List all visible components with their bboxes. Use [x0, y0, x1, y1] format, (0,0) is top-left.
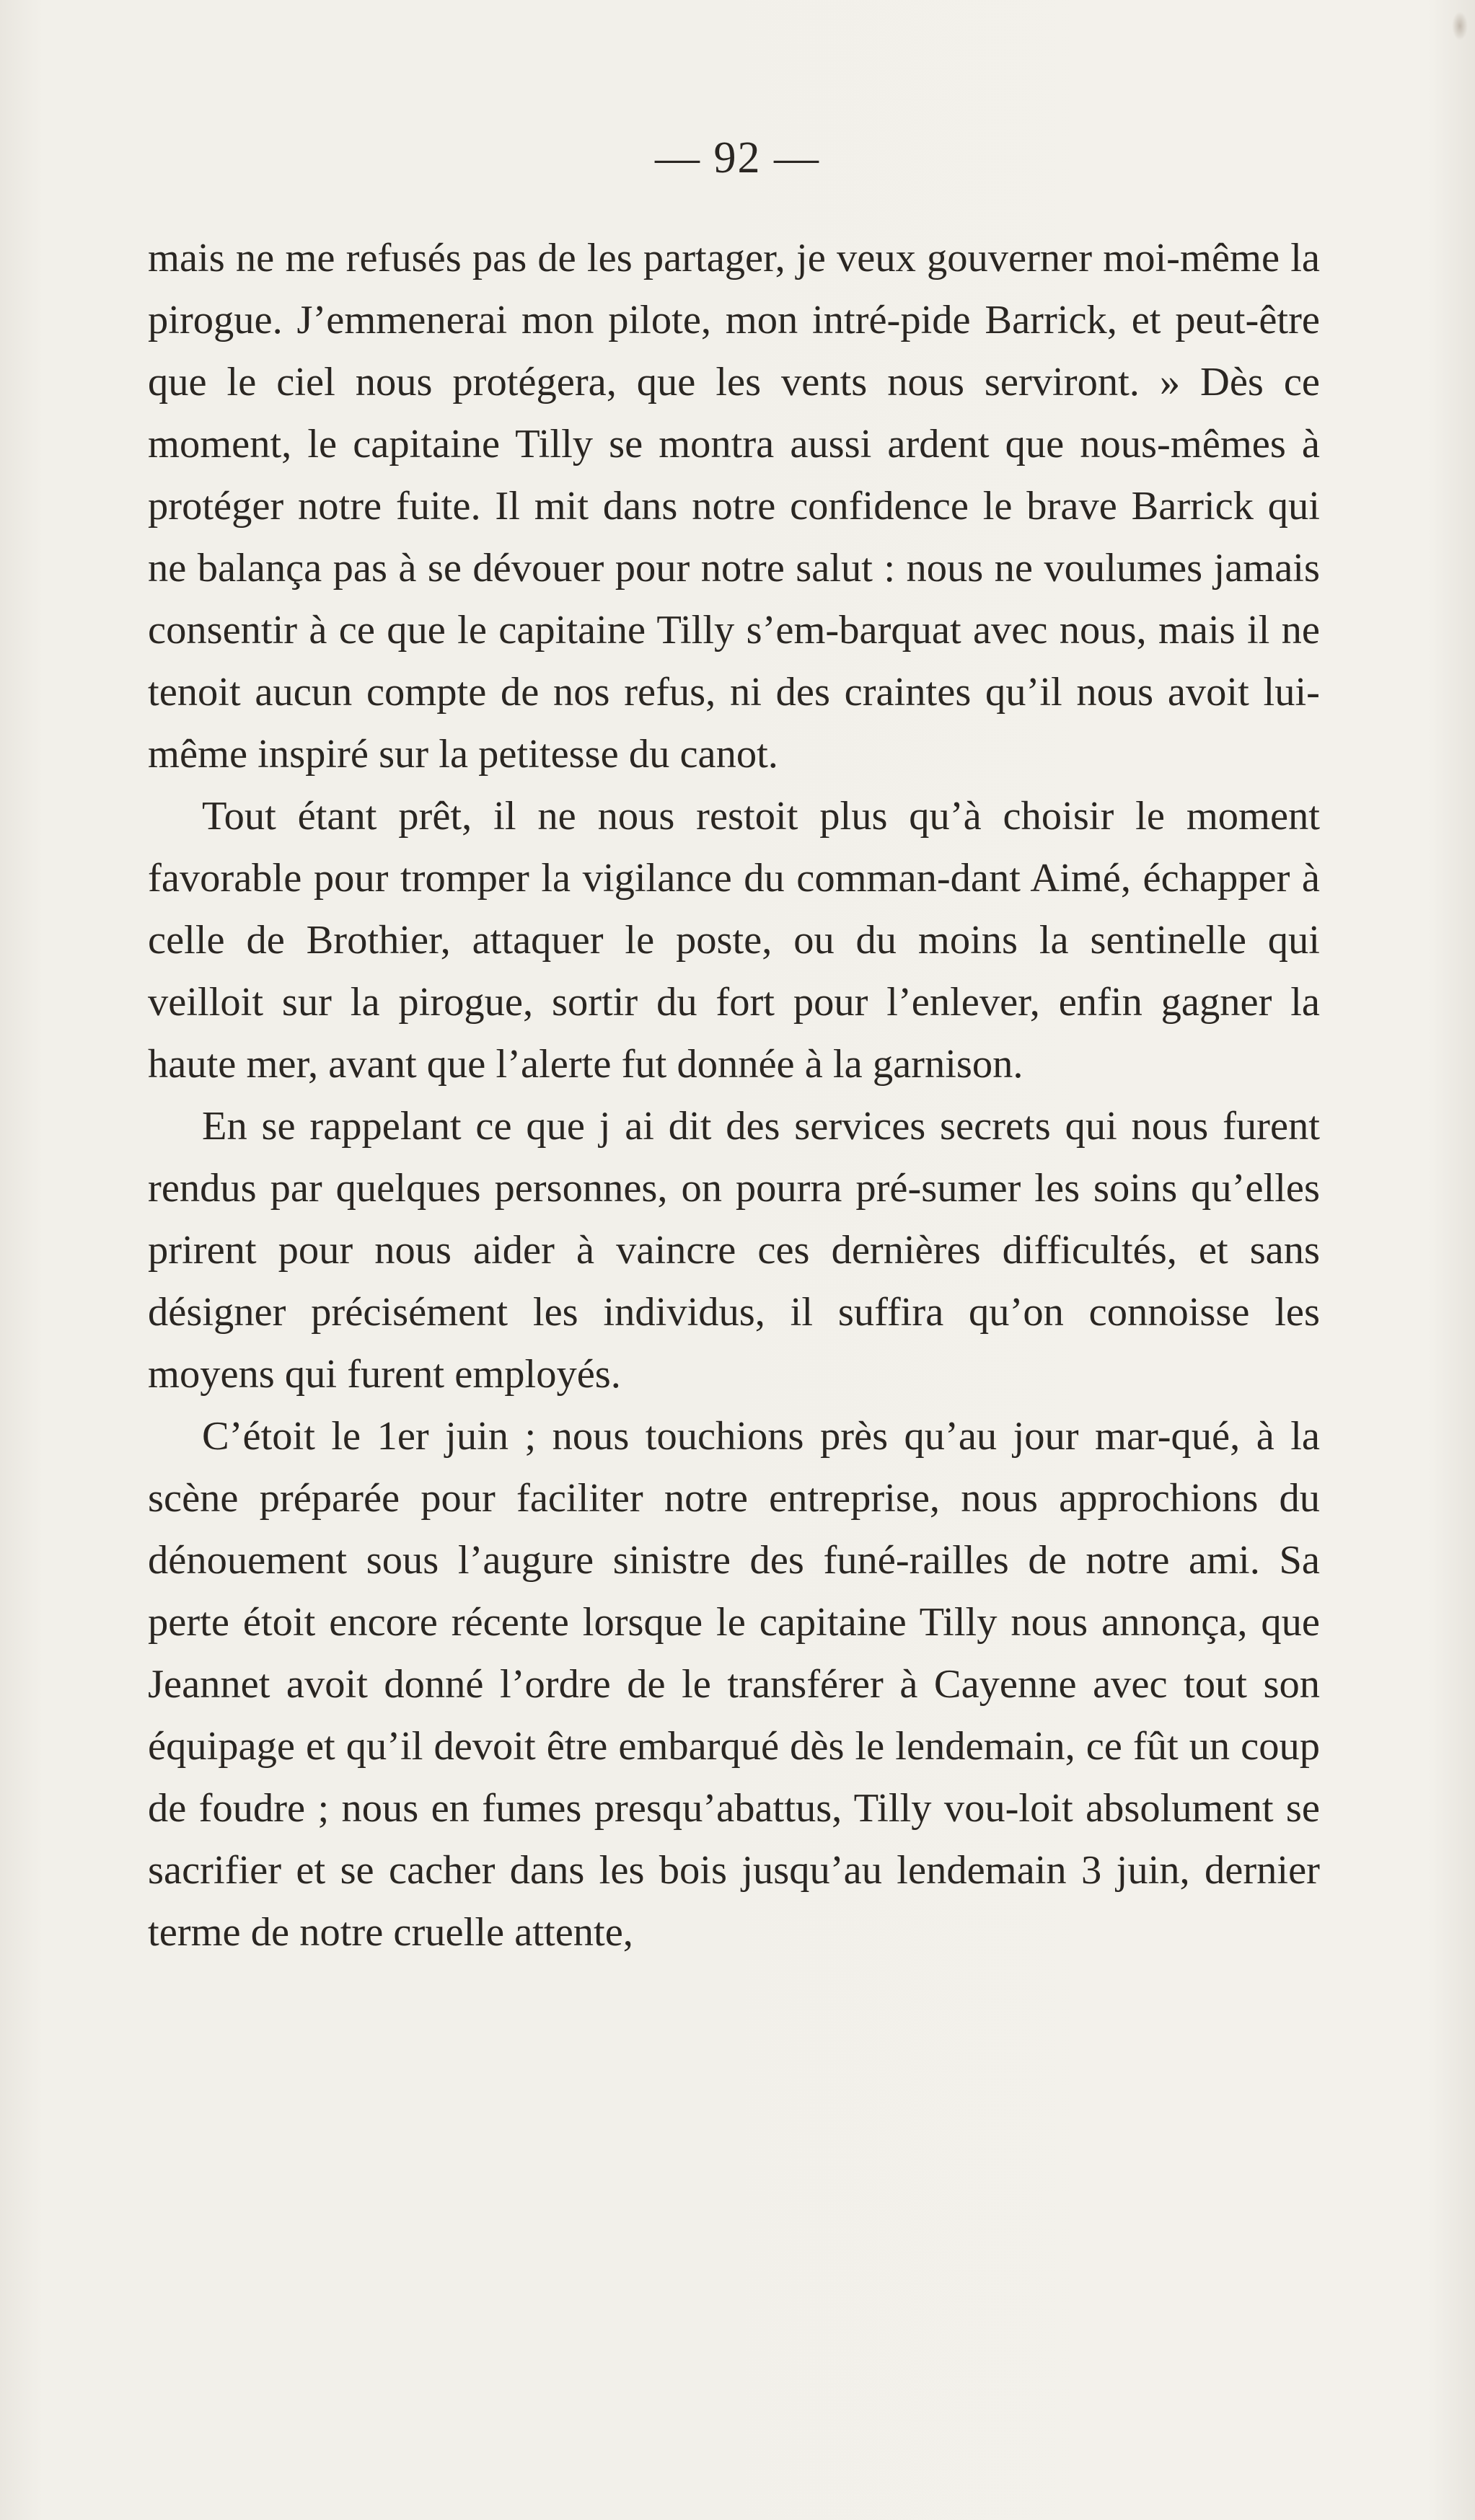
paragraph-2: Tout étant prêt, il ne nous restoit plus qu’à choisir le moment favorable pour tromper la vigilance du comman-dant Aimé, échapper à celle de Brothier, attaquer le poste, ou du moins la sentinelle qui veilloit sur la pirogue, sortir du fort pour l’enlever, enfin gagner la haute mer, avant que l’alerte fut donnée à la garnison. — [148, 794, 1320, 1087]
paragraph-3: En se rappelant ce que j ai dit des services secrets qui nous furent rendus par quelques personnes, on pourra pré-sumer les soins qu’elles prirent pour nous aider à vaincre ces dernières difficultés, et sans désigner précisément les individus, il suffira qu’on connoisse les moyens qui furent employés. — [148, 1104, 1320, 1397]
paper-speck — [1452, 12, 1468, 40]
paragraph-1: mais ne me refusés pas de les partager, je veux gouverner moi-même la pirogue. J’emmenerai mon pilote, mon intré-pide Barrick, et peut-être que le ciel nous protégera, que les vents nous serviront. » Dès ce moment, le capitaine Tilly se montra aussi ardent que nous-mêmes à protéger notre fuite. Il mit dans notre confidence le brave Barrick qui ne balança pas à se dévouer pour notre salut : nous ne voulumes jamais consentir à ce que le capitaine Tilly s’em-barquat avec nous, mais il ne tenoit aucun compte de nos refus, ni des craintes qu’il nous avoit lui-même inspiré sur la petitesse du canot. — [148, 236, 1320, 777]
body-text — [148, 227, 1320, 1963]
page-number: — 92 — — [655, 133, 820, 182]
paragraph-4: C’étoit le 1er juin ; nous touchions près qu’au jour mar-qué, à la scène préparée pour faciliter notre entreprise, nous approchions du dénouement sous l’augure sinistre des funé-railles de notre ami. Sa perte étoit encore récente lorsque le capitaine Tilly nous annonça, que Jeannet avoit donné l’ordre de le transférer à Cayenne avec tout son équipage et qu’il devoit être embarqué dès le lendemain, ce fût un coup de foudre ; nous en fumes presqu’abattus, Tilly vou-loit absolument se sacrifier et se cacher dans les bois jusqu’au lendemain 3 juin, dernier terme de notre cruelle attente, — [148, 1414, 1320, 1955]
